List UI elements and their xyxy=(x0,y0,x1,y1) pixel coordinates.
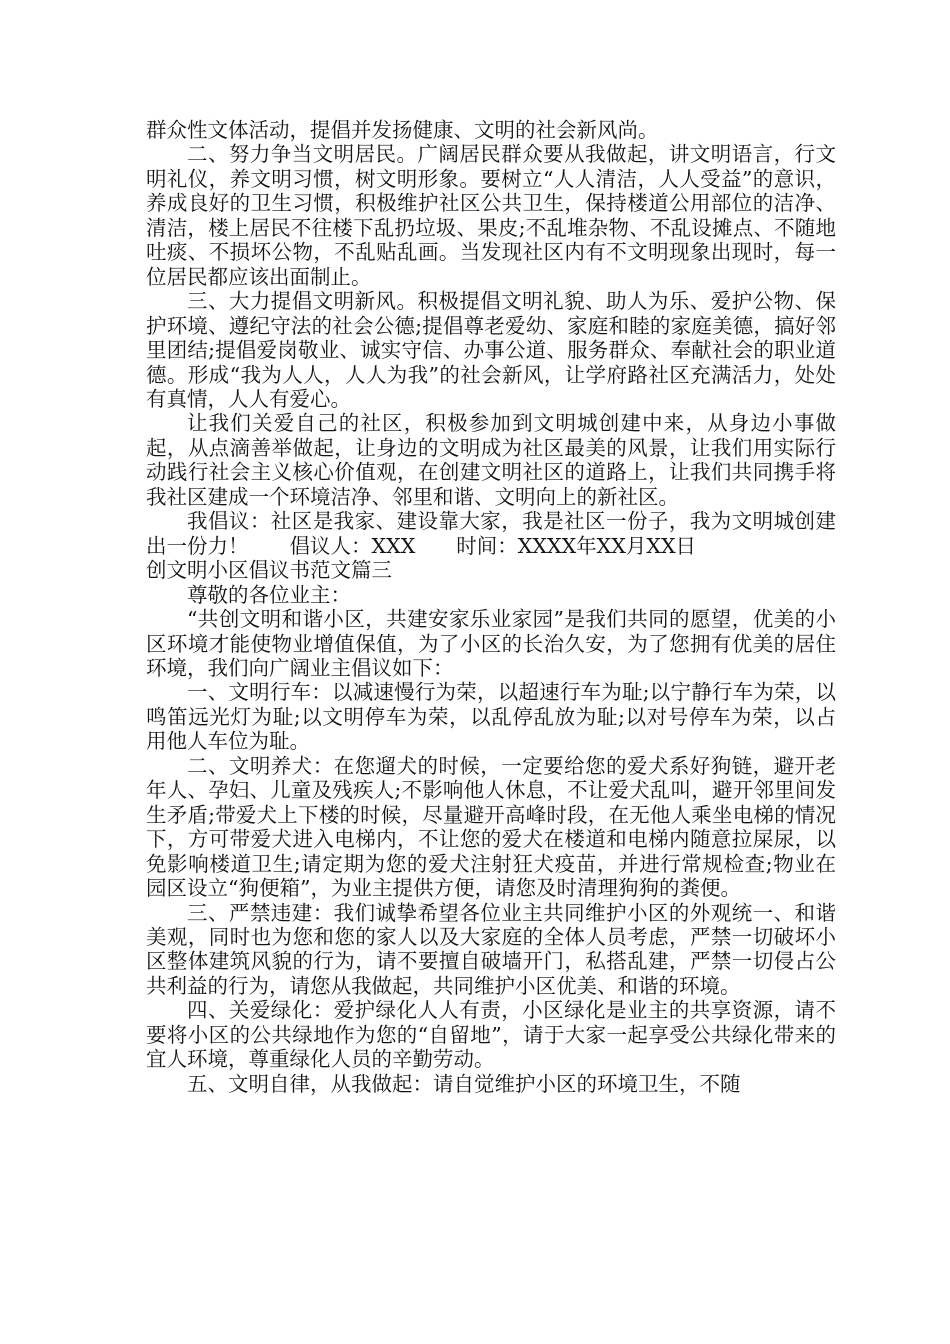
salutation: 尊敬的各位业主： xyxy=(187,582,351,607)
paragraph-civilized-driving: 一、文明行车：以减速慢行为荣，以超速行车为耻;以宁静行车为荣，以鸣笛远光灯为耻;以文明停车为荣，以乱停乱放为耻;以对号停车为荣，以占用他人车位为耻。 xyxy=(146,680,836,754)
document-page xyxy=(146,118,836,1096)
paragraph-care-community: 让我们关爱自己的社区，积极参加到文明城创建中来，从身边小事做起，从点滴善举做起，让身边的文明成为社区最美的风景，让我们用实际行动践行社会主义核心价值观，在创建文明社区的道路上，让我们共同携手将我社区建成一个环境洁净、邻里和谐、文明向上的新社区。 xyxy=(146,411,836,509)
paragraph-dog-keeping: 二、文明养犬：在您遛犬的时候，一定要给您的爱犬系好狗链，避开老年人、孕妇、儿童及残疾人;不影响他人休息，不让爱犬乱叫，避开邻里间发生矛盾;带爱犬上下楼的时候，尽量避开高峰时段，在无他人乘坐电梯的情况下，方可带爱犬进入电梯内，不让您的爱犬在楼道和电梯内随意拉屎尿，以免影响楼道卫生;请定期为您的爱犬注射狂犬疫苗，并进行常规检查;物业在园区设立“狗便箱”，为业主提供方便，请您及时清理狗狗的粪便。 xyxy=(146,753,836,901)
paragraph-no-illegal-building: 三、严禁违建：我们诚挚希望各位业主共同维护小区的外观统一、和谐美观，同时也为您和您的家人以及大家庭的全体人员考虑，严禁一切破坏小区整体建筑风貌的行为，请不要擅自破墙开门，私搭乱建，严禁一切侵占公共利益的行为，请您从我做起，共同维护小区优美、和谐的环境。 xyxy=(146,900,836,998)
paragraph-continuation: 群众性文体活动，提倡并发扬健康、文明的社会新风尚。 xyxy=(146,118,659,142)
section-title: 创文明小区倡议书范文篇三 xyxy=(146,558,392,583)
paragraph-initiative-signature: 我倡议：社区是我家、建设靠大家，我是社区一份子，我为文明城创建出一份力！ 倡议人：XXX 时间：XXXX年XX月XX日 xyxy=(146,509,836,558)
paragraph-civilized-residents: 二、努力争当文明居民。广阔居民群众要从我做起，讲文明语言，行文明礼仪，养文明习惯，树文明形象。要树立“人人清洁，人人受益”的意识，养成良好的卫生习惯，积极维护社区公共卫生，保持楼道公用部位的洁净、清洁，楼上居民不往楼下乱扔垃圾、果皮;不乱堆杂物、不乱设摊点、不随地吐痰、不损坏公物，不乱贴乱画。当发现社区内有不文明现象出现时，每一位居民都应该出面制止。 xyxy=(146,142,836,289)
paragraph-intro: “共创文明和谐小区，共建安家乐业家园”是我们共同的愿望，优美的小区环境才能使物业增值保值，为了小区的长治久安，为了您拥有优美的居住环境，我们向广阔业主倡议如下： xyxy=(146,607,836,680)
paragraph-greening: 四、关爱绿化：爱护绿化人人有责，小区绿化是业主的共享资源，请不要将小区的公共绿地作为您的“自留地”，请于大家一起享受公共绿化带来的宜人环境，尊重绿化人员的辛勤劳动。 xyxy=(146,998,836,1072)
paragraph-self-discipline: 五、文明自律，从我做起：请自觉维护小区的环境卫生，不随 xyxy=(187,1071,741,1096)
paragraph-civilized-customs: 三、大力提倡文明新风。积极提倡文明礼貌、助人为乐、爱护公物、保护环境、遵纪守法的社会公德;提倡尊老爱幼、家庭和睦的家庭美德，搞好邻里团结;提倡爱岗敬业、诚实守信、办事公道、服务群众、奉献社会的职业道德。形成“我为人人，人人为我”的社会新风，让学府路社区充满活力，处处有真情，人人有爱心。 xyxy=(146,289,836,411)
